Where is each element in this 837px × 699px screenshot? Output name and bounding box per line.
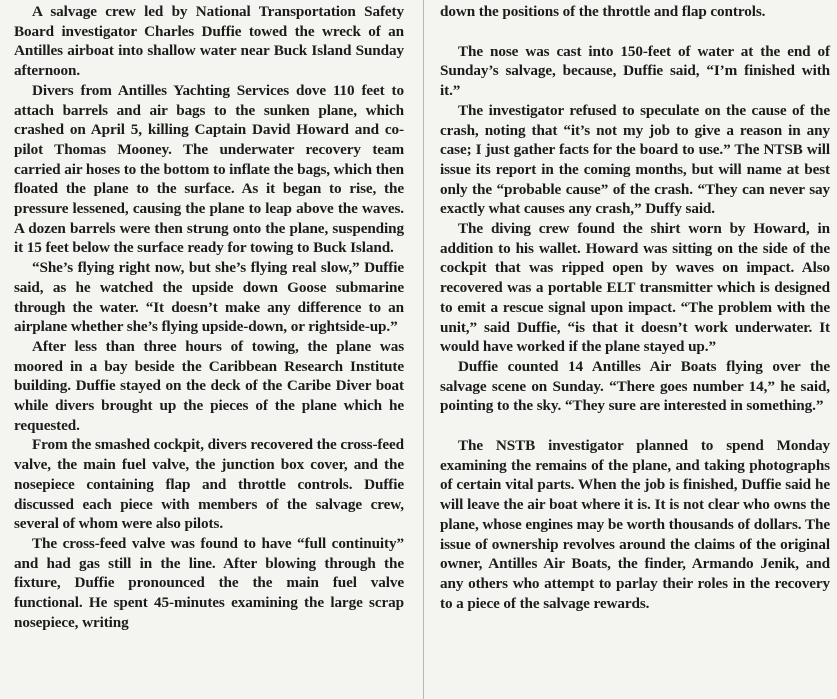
paragraph: Divers from Antilles Yachting Services dove 110 feet to attach barrels and air bags to the sunken plane, which crashed on April 5, killing Captain David Howard and co-pilot Thomas Mooney. The underwater recovery team carried air hoses to the bottom to inflate the bags, which then floated the plane to the surface. As it began to rise, the pressure lessened, causing the plane to leap above the waves. A dozen barrels were then strung onto the plane, suspending it 15 feet below the surface ready for towing to Buck Island. <box>14 81 404 257</box>
paragraph-continuation: down the positions of the throttle and flap controls. <box>440 3 766 20</box>
paragraph-lead: A salvage crew led by National Transportation Safety Board investigator Charles Duffie towed the wreck of an Antilles airboat into shallow water near Buck Island Sunday afternoon. <box>14 3 404 80</box>
column-divider <box>423 0 424 699</box>
paragraph: The investigator refused to speculate on the cause of the crash, noting that “it’s not my job to give a reason in any case; I just gather facts for the board to use.” The NTSB will issue its report in the coming months, but will name at best only the “probable cause” of the crash. “They can never say exactly what causes any crash,” Duffy said. <box>440 101 830 218</box>
right-column <box>440 2 830 613</box>
left-column <box>14 2 404 633</box>
paragraph: The nose was cast into 150-feet of water at the end of Sunday’s salvage, because, Duffie said, “I’m finished with it.” <box>440 42 830 100</box>
paragraph: The diving crew found the shirt worn by Howard, in addition to his wallet. Howard was sitting on the side of the cockpit that was ripped open by waves on impact. Also recovered was a portable ELT transmitter which is designed to emit a rescue signal upon impact. “The problem with the unit,” said Duffie, “is that it doesn’t work underwater. It would have worked if the plane stayed up.” <box>440 220 830 356</box>
paragraph: After less than three hours of towing, the plane was moored in a bay beside the Caribbean Research Institute building. Duffie stayed on the deck of the Caribe Diver boat while divers brought up the pieces of the plane which he requested. <box>14 337 404 434</box>
paragraph: The cross-feed valve was found to have “full continuity” and had gas still in the line. After blowing through the fixture, Duffie pronounced the the main fuel valve functional. He spent 45-minutes examining the large scrap nosepiece, writing <box>14 534 404 631</box>
paragraph: The NSTB investigator planned to spend Monday examining the remains of the plane, and taking photographs of certain vital parts. When the job is finished, Duffie said he will leave the air boat where it is. It is not clear who owns the plane, whose engines may be worth thousands of dollars. The issue of ownership revolves around the claims of the original owner, Antilles Air Boats, the finder, Armando Jenik, and any others who attempt to parlay their roles in the recovery to a piece of the salvage rewards. <box>440 437 830 612</box>
paragraph: “She’s flying right now, but she’s flying real slow,” Duffie said, as he watched the upside down Goose submarine through the water. “It doesn’t make any difference to an airplane whether she’s flying upside-down, or rightside-up.” <box>14 259 404 336</box>
paragraph: Duffie counted 14 Antilles Air Boats flying over the salvage scene on Sunday. “There goes number 14,” he said, pointing to the sky. “They sure are interested in something.” <box>440 357 830 415</box>
paragraph: From the smashed cockpit, divers recovered the cross-feed valve, the main fuel valve, the junction box cover, and the nosepiece containing flap and throttle controls. Duffie discussed each piece with members of the salvage crew, several of whom were also pilots. <box>14 436 404 533</box>
